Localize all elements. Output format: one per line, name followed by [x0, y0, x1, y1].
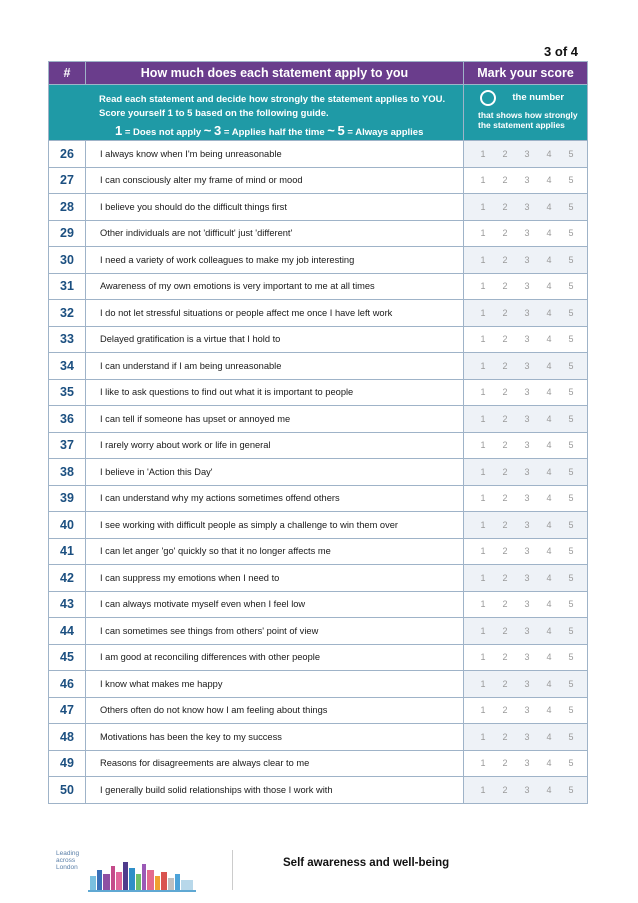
score-options	[464, 141, 588, 168]
score-option-4[interactable]: 4	[546, 440, 552, 451]
scale-tilde-2: ~	[327, 123, 335, 138]
score-options	[464, 247, 588, 274]
score-option-2[interactable]: 2	[502, 254, 508, 265]
table-row	[49, 777, 588, 804]
question-text: I see working with difficult people as simply a challenge to win them over	[86, 512, 464, 539]
page-number: 3 of 4	[544, 44, 578, 59]
score-options	[464, 565, 588, 592]
score-option-1[interactable]: 1	[480, 148, 486, 159]
score-options	[464, 697, 588, 724]
score-options	[464, 406, 588, 433]
question-text: Awareness of my own emotions is very important to me at all times	[86, 273, 464, 300]
question-number: 44	[49, 618, 86, 645]
guide-row	[49, 85, 588, 141]
score-options	[464, 220, 588, 247]
score-option-2[interactable]: 2	[502, 466, 508, 477]
table-row	[49, 485, 588, 512]
score-option-2[interactable]: 2	[502, 148, 508, 159]
score-option-3[interactable]: 3	[524, 599, 530, 610]
score-option-5[interactable]: 5	[568, 281, 574, 292]
score-option-1[interactable]: 1	[480, 519, 486, 530]
table-row	[49, 432, 588, 459]
score-option-4[interactable]: 4	[546, 546, 552, 557]
scale-5-text: = Always applies	[347, 127, 424, 138]
question-number: 28	[49, 194, 86, 221]
table-row	[49, 671, 588, 698]
score-option-4[interactable]: 4	[546, 387, 552, 398]
score-option-4[interactable]: 4	[546, 307, 552, 318]
score-options	[464, 644, 588, 671]
guide-line-1: Read each statement and decide how strongly the statement applies to YOU.	[99, 94, 446, 105]
score-option-5[interactable]: 5	[568, 387, 574, 398]
score-option-2[interactable]: 2	[502, 360, 508, 371]
score-option-5[interactable]: 5	[568, 228, 574, 239]
score-option-2[interactable]: 2	[502, 175, 508, 186]
question-text: I can understand if I am being unreasonable	[86, 353, 464, 380]
question-number: 45	[49, 644, 86, 671]
question-number: 35	[49, 379, 86, 406]
score-option-2[interactable]: 2	[502, 307, 508, 318]
score-option-4[interactable]: 4	[546, 334, 552, 345]
table-row	[49, 459, 588, 486]
score-option-4[interactable]: 4	[546, 731, 552, 742]
question-number: 37	[49, 432, 86, 459]
scale-5-num: 5	[337, 123, 345, 138]
table-row	[49, 512, 588, 539]
score-option-3[interactable]: 3	[524, 546, 530, 557]
score-option-1[interactable]: 1	[480, 360, 486, 371]
score-option-3[interactable]: 3	[524, 493, 530, 504]
score-option-2[interactable]: 2	[502, 493, 508, 504]
question-number: 49	[49, 750, 86, 777]
score-option-4[interactable]: 4	[546, 413, 552, 424]
question-text: I need a variety of work colleagues to make my job interesting	[86, 247, 464, 274]
score-option-4[interactable]: 4	[546, 784, 552, 795]
score-options	[464, 538, 588, 565]
score-option-3[interactable]: 3	[524, 201, 530, 212]
leading-across-london-logo	[56, 850, 226, 894]
score-option-3[interactable]: 3	[524, 148, 530, 159]
guide-score-instructions	[464, 85, 588, 141]
question-text: I know what makes me happy	[86, 671, 464, 698]
question-text: I can sometimes see things from others' point of view	[86, 618, 464, 645]
score-option-4[interactable]: 4	[546, 705, 552, 716]
score-option-1[interactable]: 1	[480, 334, 486, 345]
score-options	[464, 724, 588, 751]
question-number: 48	[49, 724, 86, 751]
question-text: Delayed gratification is a virtue that I hold to	[86, 326, 464, 353]
question-text: I do not let stressful situations or people affect me once I have left work	[86, 300, 464, 327]
question-number: 30	[49, 247, 86, 274]
score-options	[464, 300, 588, 327]
score-option-5[interactable]: 5	[568, 334, 574, 345]
score-option-3[interactable]: 3	[524, 466, 530, 477]
score-options	[464, 167, 588, 194]
question-number: 41	[49, 538, 86, 565]
scale-3-num: 3	[214, 123, 222, 138]
question-number: 27	[49, 167, 86, 194]
header-num: #	[49, 62, 86, 85]
score-option-1[interactable]: 1	[480, 678, 486, 689]
score-option-2[interactable]: 2	[502, 519, 508, 530]
score-option-3[interactable]: 3	[524, 440, 530, 451]
score-option-4[interactable]: 4	[546, 148, 552, 159]
question-text: I can always motivate myself even when I feel low	[86, 591, 464, 618]
score-option-1[interactable]: 1	[480, 705, 486, 716]
score-option-1[interactable]: 1	[480, 281, 486, 292]
score-options	[464, 485, 588, 512]
score-option-5[interactable]: 5	[568, 572, 574, 583]
question-text: I believe in 'Action this Day'	[86, 459, 464, 486]
logo-line-3: London	[56, 864, 78, 871]
score-option-2[interactable]: 2	[502, 440, 508, 451]
logo-line-2: across	[56, 857, 76, 864]
score-option-5[interactable]: 5	[568, 254, 574, 265]
score-option-4[interactable]: 4	[546, 519, 552, 530]
question-number: 32	[49, 300, 86, 327]
score-options	[464, 194, 588, 221]
score-option-4[interactable]: 4	[546, 175, 552, 186]
score-option-3[interactable]: 3	[524, 625, 530, 636]
score-option-4[interactable]: 4	[546, 360, 552, 371]
table-row	[49, 300, 588, 327]
score-option-4[interactable]: 4	[546, 228, 552, 239]
score-option-5[interactable]: 5	[568, 201, 574, 212]
score-option-4[interactable]: 4	[546, 652, 552, 663]
question-number: 34	[49, 353, 86, 380]
score-options	[464, 273, 588, 300]
score-option-5[interactable]: 5	[568, 705, 574, 716]
score-option-4[interactable]: 4	[546, 758, 552, 769]
table-row	[49, 141, 588, 168]
score-option-2[interactable]: 2	[502, 599, 508, 610]
score-options	[464, 512, 588, 539]
footer-divider	[232, 850, 233, 890]
score-option-1[interactable]: 1	[480, 758, 486, 769]
score-option-4[interactable]: 4	[546, 254, 552, 265]
score-option-3[interactable]: 3	[524, 175, 530, 186]
score-option-2[interactable]: 2	[502, 625, 508, 636]
london-skyline-icon	[56, 850, 226, 894]
score-option-5[interactable]: 5	[568, 625, 574, 636]
score-option-2[interactable]: 2	[502, 228, 508, 239]
table-row	[49, 326, 588, 353]
score-option-5[interactable]: 5	[568, 599, 574, 610]
score-option-4[interactable]: 4	[546, 201, 552, 212]
score-options	[464, 750, 588, 777]
logo-line-1: Leading	[56, 850, 80, 857]
score-options	[464, 459, 588, 486]
score-option-1[interactable]: 1	[480, 731, 486, 742]
score-option-1[interactable]: 1	[480, 254, 486, 265]
score-option-1[interactable]: 1	[480, 440, 486, 451]
question-text: Other individuals are not 'difficult' just 'different'	[86, 220, 464, 247]
question-text: I can consciously alter my frame of mind or mood	[86, 167, 464, 194]
header-score: Mark your score	[464, 62, 588, 85]
table-row	[49, 750, 588, 777]
question-number: 26	[49, 141, 86, 168]
table-row	[49, 565, 588, 592]
question-text: I can suppress my emotions when I need to	[86, 565, 464, 592]
score-option-4[interactable]: 4	[546, 599, 552, 610]
question-text: Reasons for disagreements are always clear to me	[86, 750, 464, 777]
circle-icon	[480, 90, 496, 106]
score-options	[464, 432, 588, 459]
table-row	[49, 697, 588, 724]
score-option-5[interactable]: 5	[568, 731, 574, 742]
scale-3-text: = Applies half the time	[223, 127, 325, 138]
guide-line-2: Score yourself 1 to 5 based on the following guide.	[99, 108, 329, 119]
score-option-5[interactable]: 5	[568, 758, 574, 769]
score-option-2[interactable]: 2	[502, 334, 508, 345]
scale-1-num: 1	[115, 123, 123, 138]
score-option-5[interactable]: 5	[568, 784, 574, 795]
score-option-5[interactable]: 5	[568, 360, 574, 371]
table-row	[49, 247, 588, 274]
score-option-2[interactable]: 2	[502, 281, 508, 292]
question-text: I rarely worry about work or life in general	[86, 432, 464, 459]
score-option-4[interactable]: 4	[546, 572, 552, 583]
score-option-1[interactable]: 1	[480, 201, 486, 212]
score-option-2[interactable]: 2	[502, 678, 508, 689]
question-number: 29	[49, 220, 86, 247]
score-option-5[interactable]: 5	[568, 493, 574, 504]
questionnaire-table	[48, 61, 588, 804]
table-row	[49, 220, 588, 247]
score-option-5[interactable]: 5	[568, 307, 574, 318]
score-option-3[interactable]: 3	[524, 572, 530, 583]
score-option-3[interactable]: 3	[524, 784, 530, 795]
table-row	[49, 644, 588, 671]
score-option-2[interactable]: 2	[502, 546, 508, 557]
question-number: 33	[49, 326, 86, 353]
footer-title: Self awareness and well-being	[283, 857, 450, 869]
header-statement: How much does each statement apply to you	[86, 62, 464, 85]
score-option-3[interactable]: 3	[524, 281, 530, 292]
score-option-4[interactable]: 4	[546, 678, 552, 689]
score-option-1[interactable]: 1	[480, 413, 486, 424]
score-option-3[interactable]: 3	[524, 228, 530, 239]
question-number: 47	[49, 697, 86, 724]
table-row	[49, 538, 588, 565]
score-option-1[interactable]: 1	[480, 599, 486, 610]
score-option-2[interactable]: 2	[502, 572, 508, 583]
question-number: 40	[49, 512, 86, 539]
table-row	[49, 273, 588, 300]
score-option-2[interactable]: 2	[502, 652, 508, 663]
question-text: I generally build solid relationships with those I work with	[86, 777, 464, 804]
question-text: I can understand why my actions sometimes offend others	[86, 485, 464, 512]
score-option-3[interactable]: 3	[524, 360, 530, 371]
score-option-3[interactable]: 3	[524, 413, 530, 424]
score-option-5[interactable]: 5	[568, 546, 574, 557]
question-text: Motivations has been the key to my success	[86, 724, 464, 751]
score-option-5[interactable]: 5	[568, 175, 574, 186]
question-number: 42	[49, 565, 86, 592]
score-option-2[interactable]: 2	[502, 705, 508, 716]
score-option-1[interactable]: 1	[480, 387, 486, 398]
question-text: I can tell if someone has upset or annoyed me	[86, 406, 464, 433]
table-row	[49, 406, 588, 433]
table-row	[49, 194, 588, 221]
score-option-1[interactable]: 1	[480, 493, 486, 504]
score-options	[464, 326, 588, 353]
score-option-2[interactable]: 2	[502, 413, 508, 424]
table-row	[49, 591, 588, 618]
score-option-2[interactable]: 2	[502, 758, 508, 769]
score-options	[464, 379, 588, 406]
score-option-1[interactable]: 1	[480, 175, 486, 186]
guide-right-sub2: the statement applies	[478, 120, 565, 130]
question-text: I am good at reconciling differences with other people	[86, 644, 464, 671]
score-option-3[interactable]: 3	[524, 334, 530, 345]
header-row	[49, 62, 588, 85]
score-option-3[interactable]: 3	[524, 652, 530, 663]
score-option-3[interactable]: 3	[524, 678, 530, 689]
score-option-1[interactable]: 1	[480, 572, 486, 583]
table-row	[49, 167, 588, 194]
score-option-1[interactable]: 1	[480, 625, 486, 636]
score-option-4[interactable]: 4	[546, 493, 552, 504]
score-option-5[interactable]: 5	[568, 440, 574, 451]
score-options	[464, 671, 588, 698]
score-option-4[interactable]: 4	[546, 625, 552, 636]
table-row	[49, 353, 588, 380]
question-text: I like to ask questions to find out what it is important to people	[86, 379, 464, 406]
score-options	[464, 591, 588, 618]
score-option-5[interactable]: 5	[568, 652, 574, 663]
score-options	[464, 618, 588, 645]
table-row	[49, 618, 588, 645]
scale-tilde-1: ~	[203, 123, 212, 138]
score-option-1[interactable]: 1	[480, 228, 486, 239]
score-option-4[interactable]: 4	[546, 466, 552, 477]
score-option-3[interactable]: 3	[524, 387, 530, 398]
question-number: 46	[49, 671, 86, 698]
score-option-1[interactable]: 1	[480, 546, 486, 557]
score-option-3[interactable]: 3	[524, 705, 530, 716]
table-row	[49, 379, 588, 406]
score-option-4[interactable]: 4	[546, 281, 552, 292]
score-option-5[interactable]: 5	[568, 678, 574, 689]
guide-right-label: the number	[512, 92, 565, 103]
question-text: I believe you should do the difficult things first	[86, 194, 464, 221]
guide-scale	[99, 124, 457, 140]
guide-right-sub1: that shows how strongly	[478, 110, 578, 120]
question-number: 50	[49, 777, 86, 804]
score-option-1[interactable]: 1	[480, 466, 486, 477]
score-option-2[interactable]: 2	[502, 387, 508, 398]
score-options	[464, 777, 588, 804]
question-number: 31	[49, 273, 86, 300]
score-option-3[interactable]: 3	[524, 307, 530, 318]
question-number: 38	[49, 459, 86, 486]
table-row	[49, 724, 588, 751]
score-option-1[interactable]: 1	[480, 652, 486, 663]
question-text: Others often do not know how I am feeling about things	[86, 697, 464, 724]
score-option-5[interactable]: 5	[568, 519, 574, 530]
score-option-1[interactable]: 1	[480, 307, 486, 318]
question-text: I always know when I'm being unreasonable	[86, 141, 464, 168]
score-option-3[interactable]: 3	[524, 758, 530, 769]
score-option-3[interactable]: 3	[524, 519, 530, 530]
score-option-2[interactable]: 2	[502, 784, 508, 795]
score-option-3[interactable]: 3	[524, 731, 530, 742]
score-option-2[interactable]: 2	[502, 731, 508, 742]
score-option-1[interactable]: 1	[480, 784, 486, 795]
question-number: 36	[49, 406, 86, 433]
guide-instructions	[49, 85, 464, 141]
score-option-3[interactable]: 3	[524, 254, 530, 265]
question-number: 43	[49, 591, 86, 618]
score-option-5[interactable]: 5	[568, 466, 574, 477]
score-option-5[interactable]: 5	[568, 148, 574, 159]
question-text: I can let anger 'go' quickly so that it no longer affects me	[86, 538, 464, 565]
scale-1-text: = Does not apply	[124, 127, 202, 138]
score-option-5[interactable]: 5	[568, 413, 574, 424]
score-option-2[interactable]: 2	[502, 201, 508, 212]
question-number: 39	[49, 485, 86, 512]
score-options	[464, 353, 588, 380]
